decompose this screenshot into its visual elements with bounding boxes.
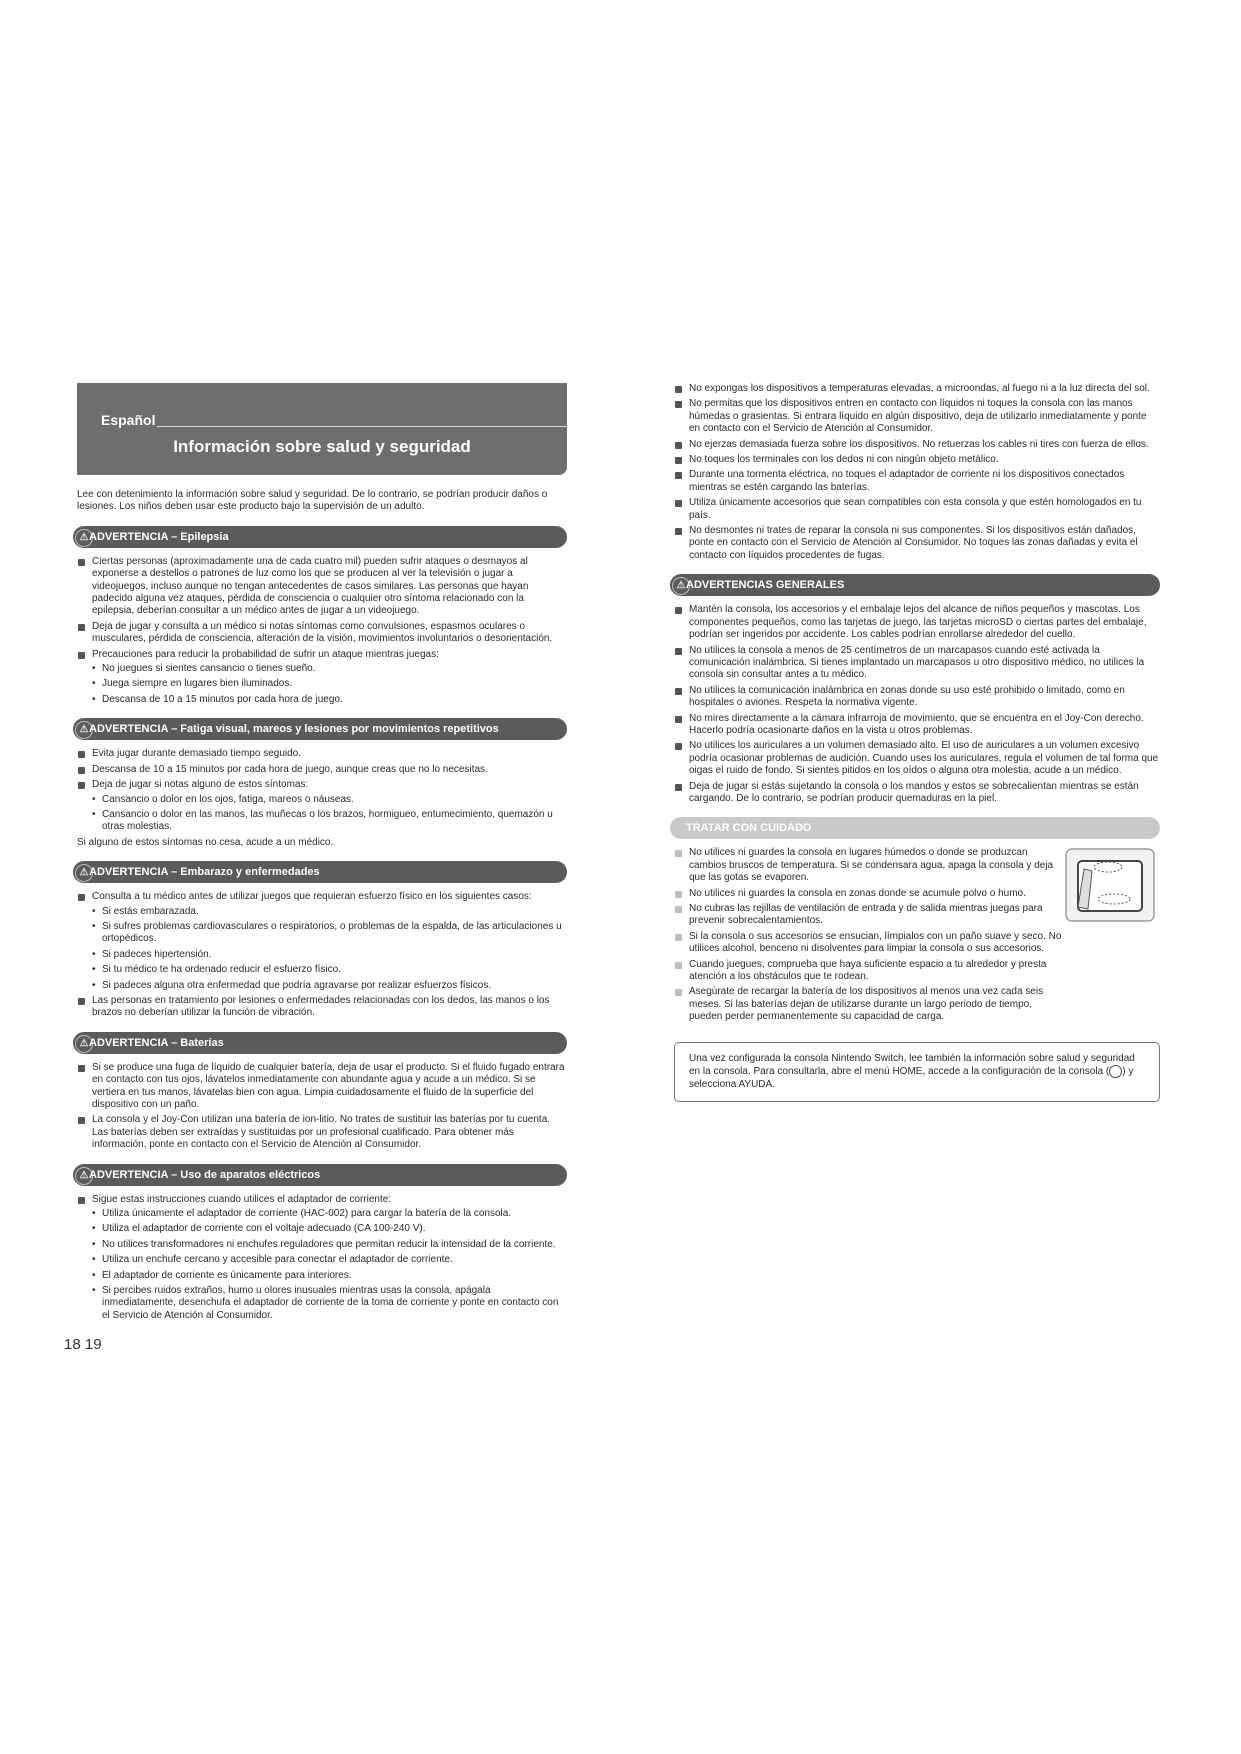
warning-icon: ⚠ [672, 577, 690, 595]
sub-list-item: • Si sufres problemas cardiovasculares o respiratorios, o problemas de la espalda, de las articulaciones u ortopédicos. [92, 921, 567, 946]
list-item [77, 621, 567, 646]
section-banner-label: ADVERTENCIA – Baterías [89, 1036, 224, 1049]
sub-list-item: • Utiliza el adaptador de corriente con el voltaje adecuado (CA 100-240 V). [92, 1223, 567, 1235]
section-note: Si alguno de estos síntomas no cesa, acude a un médico. [77, 836, 334, 848]
section-banner-label: ADVERTENCIA – Uso de aparatos eléctricos [89, 1168, 321, 1181]
sub-list-item: • Si tu médico te ha ordenado reducir el esfuerzo físico. [92, 964, 567, 976]
list-item-text: Ciertas personas (aproximadamente una de cada cuatro mil) pueden sufrir ataques o desmayos al exponerse a destellos o patrones de luz como los que se producen al ver la televisión o jugar a videojuegos, incluso aunque no tengan antecedentes de casos similares. Las personas que hayan padecido alguna vez ataques, pérdida de consciencia o cualquier otro síntoma relacionado con la epilepsia, deberían consultar a un médico antes de jugar a un videojuego. [92, 555, 529, 617]
list-item: No utilices ni guardes la consola en zonas donde se acumule polvo o humo. [674, 888, 1064, 900]
list-item: No permitas que los dispositivos entren en contacto con líquidos ni toques la consola con las manos húmedas o grasientas. Si entrara líquido en algún dispositivo, deja de utilizarlo inmediatamente y ponte en contacto con el Servicio de Atención al Consumidor. [674, 398, 1160, 435]
sub-list [92, 1208, 567, 1322]
list-item: No utilices los auriculares a un volumen demasiado alto. El uso de auriculares a un volumen excesivo podría ocasionar problemas de audición. Cuando uses los auriculares, regula el volumen de tal forma que oigas el ruido de fondo. Si sientes pitidos en los oídos o alguna otra molestia, acude a un médico. [674, 740, 1160, 777]
section-list [77, 1062, 567, 1152]
list-item: Utiliza únicamente accesorios que sean compatibles con esta consola y que estén homologados en tu país. [674, 497, 1160, 522]
section-banner [73, 1164, 567, 1186]
list-item [77, 995, 567, 1020]
list-item [77, 1114, 567, 1151]
warning-icon: ⚠ [75, 529, 93, 547]
list-item [77, 748, 567, 760]
care-section [674, 847, 1160, 1023]
language-label: Español [101, 412, 156, 428]
list-item: No desmontes ni trates de reparar la consola ni sus componentes. Si los dispositivos están dañados, ponte en contacto con el Servicio de Atención al Consumidor. No toques las zonas dañadas y evita el contacto con líquidos procedentes de fugas. [674, 525, 1160, 562]
list-item-text: Consulta a tu médico antes de utilizar juegos que requieran esfuerzo físico en los siguientes casos: [92, 891, 532, 903]
sub-list-item: • Si padeces alguna otra enfermedad que podría agravarse por realizar esfuerzos físicos. [92, 980, 567, 992]
section-banner [73, 526, 567, 548]
list-item: No expongas los dispositivos a temperaturas elevadas, a microondas, al fuego ni a la luz directa del sol. [674, 383, 1160, 395]
sub-list [92, 906, 567, 992]
list-item: No mires directamente a la cámara infrarroja de movimiento, que se encuentra en el Joy-Con derecho. Hacerlo podría ocasionarte daños en la vista u otros problemas. [674, 713, 1160, 738]
list-item-text: Descansa de 10 a 15 minutos por cada hora de juego, aunque creas que no lo necesitas. [92, 763, 488, 775]
general-list [674, 604, 1160, 805]
section-list [77, 1194, 567, 1323]
section-list [77, 556, 567, 706]
section-banner [73, 1032, 567, 1054]
list-item-text: Deja de jugar y consulta a un médico si notas síntomas como convulsiones, espasmos oculares o musculares, pérdida de consciencia, alteración de la visión, movimientos involuntarios o desorientación. [92, 620, 553, 645]
left-column [77, 383, 567, 1325]
list-item: Cuando juegues, comprueba que haya suficiente espacio a tu alrededor y presta atención a los obstáculos que te rodean. [674, 959, 1064, 984]
section-list [77, 748, 567, 833]
section-banner [73, 718, 567, 740]
page-header [77, 383, 567, 475]
list-item: Si la consola o sus accesorios se ensucian, límpialos con un paño suave y seco. No utilices alcohol, benceno ni disolventes para limpiar la consola o sus accesorios. [674, 931, 1064, 956]
section-banner-label: ADVERTENCIA – Embarazo y enfermedades [89, 866, 320, 879]
warning-icon: ⚠ [75, 1035, 93, 1053]
list-item-text: Deja de jugar si notas alguno de estos síntomas: [92, 779, 309, 791]
page-title: Información sobre salud y seguridad [173, 437, 471, 456]
list-item: No cubras las rejillas de ventilación de entrada y de salida mientras juegas para prevenir sobrecalentamientos. [674, 903, 1064, 928]
sub-list-item: • Si padeces hipertensión. [92, 949, 567, 961]
sub-list-item: • Utiliza un enchufe cercano y accesible para conectar el adaptador de corriente. [92, 1254, 567, 1266]
list-item-text: Si se produce una fuga de líquido de cualquier batería, deja de usar el producto. Si el fluido fugado entrara en contacto con tus ojos, lávatelos inmediatamente con abundante agua y acude a un médico. Si se vertiera en tus manos, lávatelas bien con agua. Limpia cuidadosamente el fluido de la superficie del dispositivo con un paño. [92, 1061, 565, 1110]
sub-list-item: • Cansancio o dolor en las manos, las muñecas o los brazos, hormigueo, entumecimiento, quemazón u otras molestias. [92, 809, 567, 834]
list-item: Asegúrate de recargar la batería de los dispositivos al menos una vez cada seis meses. Si las baterías dejan de utilizarse durante un largo periodo de tiempo, pueden perder permanentemente su capacidad de carga. [674, 986, 1064, 1023]
sub-list-item: • El adaptador de corriente es únicamente para interiores. [92, 1270, 567, 1282]
section-banner-label: ADVERTENCIA – Fatiga visual, mareos y lesiones por movimientos repetitivos [89, 723, 499, 736]
section-list [77, 891, 567, 1020]
section-banner-care: TRATAR CON CUIDADO [670, 817, 1160, 839]
list-item: No ejerzas demasiada fuerza sobre los dispositivos. No retuerzas los cables ni tires con fuerza de ellos. [674, 439, 1160, 451]
list-item [77, 556, 567, 618]
list-item: No toques los terminales con los dedos ni con ningún objeto metálico. [674, 454, 1160, 466]
list-item: No utilices ni guardes la consola en lugares húmedos o donde se produzcan cambios bruscos de temperatura. Si se condensara agua, apaga la consola y deja que las gotas se evaporen. [674, 847, 1064, 884]
sub-list-item: • Utiliza únicamente el adaptador de corriente (HAC-002) para cargar la batería de la consola. [92, 1208, 567, 1220]
list-item [77, 649, 567, 707]
header-rule [157, 426, 567, 427]
list-item-text: La consola y el Joy-Con utilizan una batería de ion-litio. No trates de sustituir las baterías por tu cuenta. Las baterías deben ser extraídas y sustituidas por un profesional cualificado. Para obtener más información, ponte en contacto con el Servicio de Atención al Consumidor. [92, 1114, 551, 1151]
list-item: No utilices la consola a menos de 25 centímetros de un marcapasos cuando esté activada la comunicación inalámbrica. Si tienes implantado un marcapasos u otro dispositivo médico, no utilices la consola sin consultar antes a tu médico. [674, 645, 1160, 682]
list-item: Durante una tormenta eléctrica, no toques el adaptador de corriente ni los dispositivos conectados mientras se estén cargando las baterías. [674, 469, 1160, 494]
section-banner [73, 861, 567, 883]
sub-list-item: • Descansa de 10 a 15 minutos por cada hora de juego. [92, 694, 567, 706]
section-banner-general: ⚠ ADVERTENCIAS GENERALES [670, 574, 1160, 596]
list-item: Mantén la consola, los accesorios y el embalaje lejos del alcance de niños pequeños y mascotas. Los componentes pequeños, como las tarjetas de juego, las tarjetas microSD o ciertas partes del embalaje, podrían ser ingeridos por accidente. Los cables podrían enrollarse alrededor del cuello. [674, 604, 1160, 641]
sub-list-item: • No utilices transformadores ni enchufes reguladores que permitan reducir la intensidad de la corriente. [92, 1239, 567, 1251]
sub-list [92, 663, 567, 706]
info-box: Una vez configurada la consola Nintendo Switch, lee también la información sobre salud y seguridad en la consola. Para consultarla, abre el menú HOME, accede a la configuración de la consola ( ) y selecciona AYUDA. [674, 1042, 1160, 1102]
sub-list [92, 794, 567, 834]
list-item: Deja de jugar si estás sujetando la consola o los mandos y estos se sobrecalientan mientras se están cargando. De lo contrario, se podrían producir quemaduras en la piel. [674, 781, 1160, 806]
list-item [77, 764, 567, 776]
list-item-text: Sigue estas instrucciones cuando utilices el adaptador de corriente: [92, 1193, 392, 1205]
intro-text: Lee con detenimiento la información sobre salud y seguridad. De lo contrario, se podrían producir daños o lesiones. Los niños deben usar este producto bajo la supervisión de un adulto. [77, 489, 548, 513]
right-column [674, 383, 1160, 1102]
list-item [77, 1062, 567, 1112]
warning-icon: ⚠ [75, 721, 93, 739]
warning-icon: ⚠ [75, 864, 93, 882]
warning-icon: ⚠ [75, 1167, 93, 1185]
list-item-text: Precauciones para reducir la probabilidad de sufrir un ataque mientras juegas: [92, 648, 439, 660]
sub-list-item: • Juega siempre en lugares bien iluminados. [92, 678, 567, 690]
list-item-text: Evita jugar durante demasiado tiempo seguido. [92, 748, 302, 760]
section-banner-label: ADVERTENCIA – Epilepsia [89, 530, 229, 543]
sub-list-item: • Cansancio o dolor en los ojos, fatiga, mareos o náuseas. [92, 794, 567, 806]
gear-icon [1109, 1065, 1122, 1078]
left-sections [77, 526, 567, 1322]
list-item [77, 1194, 567, 1323]
list-item: No utilices la comunicación inalámbrica en zonas donde su uso esté prohibido o limitado, como en hospitales o aviones. Respeta la normativa vigente. [674, 685, 1160, 710]
page-numbers: 18 19 [64, 1336, 102, 1353]
right-top-list [674, 383, 1160, 562]
sub-list-item: • Si percibes ruidos extraños, humo u olores inusuales mientras usas la consola, apágala inmediatamente, desenchufa el adaptador de corriente de la toma de corriente y ponte en contacto con el Servicio de Atención al Consumidor. [92, 1285, 567, 1322]
list-item [77, 779, 567, 834]
list-item-text: Las personas en tratamiento por lesiones o enfermedades relacionadas con los dedos, las manos o los brazos no deberían utilizar la función de vibración. [92, 994, 550, 1019]
sub-list-item: • Si estás embarazada. [92, 906, 567, 918]
console-ventilation-icon [1064, 847, 1156, 923]
sub-list-item: • No juegues si sientes cansancio o tienes sueño. [92, 663, 567, 675]
list-item [77, 891, 567, 992]
